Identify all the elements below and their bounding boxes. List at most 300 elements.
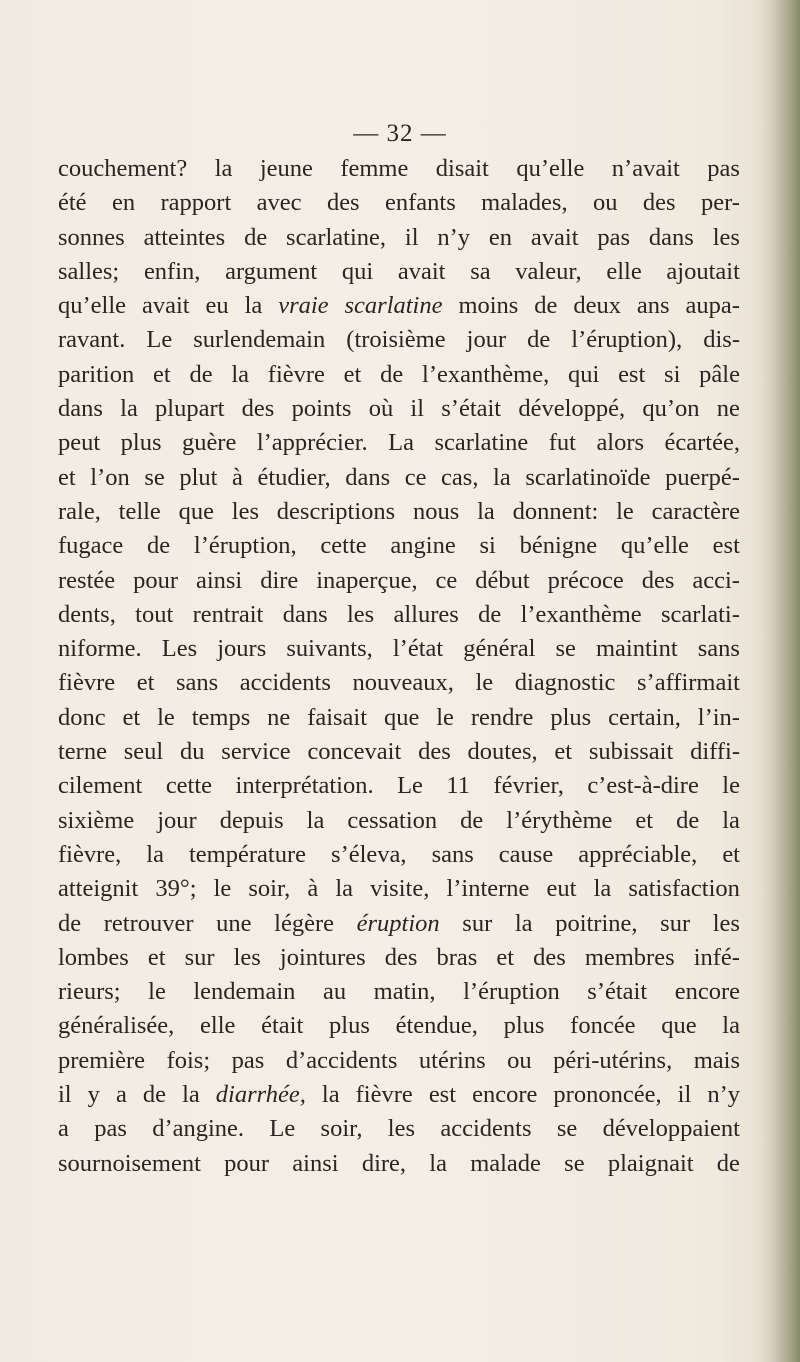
word: atteintes <box>143 223 226 251</box>
word: dans <box>282 600 328 628</box>
word: cette <box>165 772 213 800</box>
word: l’interne <box>446 875 530 903</box>
word: inaperçue, <box>316 566 418 594</box>
word: bénigne <box>519 532 598 560</box>
word: c’est-à-dire <box>587 772 699 800</box>
word: température <box>189 840 306 868</box>
word: seul <box>123 738 164 766</box>
word: utérins <box>418 1046 486 1074</box>
word: l’in- <box>697 703 740 731</box>
word: terne <box>58 738 107 766</box>
word: Le <box>146 326 173 354</box>
word: le <box>213 875 232 903</box>
text-line <box>58 186 740 220</box>
word: et <box>722 840 740 868</box>
word: pas <box>597 223 631 251</box>
word: enfin, <box>143 257 201 285</box>
word: il <box>58 1081 72 1109</box>
word: une <box>216 909 252 937</box>
word: nouveaux, <box>352 669 454 697</box>
word: plus <box>503 1012 545 1040</box>
word: dire, <box>361 1149 407 1177</box>
word: jour <box>466 326 507 354</box>
word: le <box>436 703 454 731</box>
word: fièvre <box>355 1081 413 1109</box>
word: enfants <box>385 189 456 217</box>
text-line <box>58 769 740 803</box>
word: de <box>478 600 502 628</box>
text-line <box>58 1112 740 1146</box>
word: bras <box>436 943 478 971</box>
word: cas, <box>441 463 479 491</box>
word: concevait <box>307 738 402 766</box>
word: y <box>87 1081 100 1109</box>
word: de <box>380 360 404 388</box>
word: sur <box>462 909 493 937</box>
word: Le <box>269 1115 296 1143</box>
word: rale, <box>58 497 101 525</box>
word: La <box>388 429 414 457</box>
word: surlendemain <box>193 326 326 354</box>
text-line <box>58 975 740 1009</box>
word: où <box>368 395 394 423</box>
text-line <box>58 804 740 838</box>
word: femme <box>340 155 409 182</box>
word: la <box>146 840 164 868</box>
word: cilement <box>58 772 143 800</box>
word: l’éruption <box>463 978 560 1006</box>
word: si <box>664 360 681 388</box>
text-line <box>58 1078 740 1112</box>
text-line <box>58 838 740 872</box>
word: avait <box>141 292 190 320</box>
text-line <box>58 735 740 769</box>
word: infé- <box>693 943 740 971</box>
word: rendre <box>470 703 534 731</box>
word: salles; <box>58 257 120 285</box>
word: les <box>231 497 259 525</box>
text-line <box>58 872 740 906</box>
word: rentrait <box>192 600 264 628</box>
word: descriptions <box>276 497 396 525</box>
word: couchement? <box>58 155 188 182</box>
word: avait <box>397 257 446 285</box>
word: est <box>618 360 646 388</box>
word: pâle <box>699 360 740 388</box>
word: Les <box>161 635 198 663</box>
word: 11 <box>446 772 470 800</box>
word: été <box>58 189 87 217</box>
word: plupart <box>155 395 225 423</box>
word: d’accidents <box>285 1046 398 1074</box>
word: n’avait <box>611 155 680 182</box>
word: cette <box>320 532 367 560</box>
word: scarlatine, <box>286 223 387 251</box>
word: de <box>460 806 484 834</box>
word: de <box>244 223 268 251</box>
text-line <box>58 323 740 357</box>
word: la <box>182 1081 200 1109</box>
word: fièvre <box>58 669 116 697</box>
word: écartée, <box>664 429 740 457</box>
word: la <box>306 806 325 834</box>
word: ainsi <box>195 566 243 594</box>
word: la <box>214 155 233 182</box>
word: sonnes <box>58 223 125 251</box>
word: valeur, <box>515 257 582 285</box>
text-line <box>58 564 740 598</box>
word: a <box>115 1081 127 1109</box>
word: et <box>147 943 166 971</box>
word: lombes <box>58 943 129 971</box>
word: guère <box>181 429 237 457</box>
word: atteignit <box>58 875 139 903</box>
word: deux <box>573 292 621 320</box>
word: suivants, <box>286 635 373 663</box>
word: ne <box>716 395 740 423</box>
word: fièvre <box>267 360 325 388</box>
word: sans <box>431 840 474 868</box>
word: ajoutait <box>666 257 740 285</box>
word: de <box>534 292 558 320</box>
word: à <box>307 875 319 903</box>
word: les <box>387 1115 415 1143</box>
word: l’éruption, <box>193 532 297 560</box>
italic-word: vraie <box>278 292 329 320</box>
word: certain, <box>608 703 681 731</box>
word: rapport <box>160 189 232 217</box>
word: n’y <box>707 1081 740 1109</box>
word: sixième <box>58 806 135 834</box>
word: la <box>493 463 511 491</box>
word: et <box>635 806 654 834</box>
word: et <box>58 463 76 491</box>
word: points <box>291 395 352 423</box>
word: des <box>641 566 675 594</box>
word: angine <box>390 532 456 560</box>
word: ne <box>267 703 291 731</box>
word: qui <box>567 360 600 388</box>
word: s’affirmait <box>637 669 740 697</box>
word: retrouver <box>103 909 194 937</box>
word: prononcée, <box>553 1081 662 1109</box>
text-line <box>58 1009 740 1043</box>
word: encore <box>674 978 740 1006</box>
word: foncée <box>570 1012 636 1040</box>
word: la <box>321 1081 340 1109</box>
text-line <box>58 255 740 289</box>
word: dans <box>345 463 391 491</box>
text-line <box>58 1147 740 1181</box>
word: puerpé- <box>665 463 740 491</box>
word: telle <box>118 497 161 525</box>
text-line <box>58 358 740 392</box>
word: la <box>231 360 250 388</box>
word: février, <box>493 772 564 800</box>
word: étendue, <box>395 1012 478 1040</box>
word: aupa- <box>685 292 740 320</box>
word: (troisième <box>346 326 446 354</box>
word: développé, <box>518 395 626 423</box>
italic-word: diarrhée, <box>215 1081 306 1109</box>
word: doutes, <box>467 738 538 766</box>
word: peut <box>58 429 101 457</box>
word: malades, <box>481 189 568 217</box>
word: dans <box>648 223 694 251</box>
word: de <box>142 1081 167 1109</box>
word: avec <box>256 189 302 217</box>
word: des <box>418 738 451 766</box>
word: des <box>241 395 275 423</box>
word: appréciable, <box>578 840 698 868</box>
word: la <box>593 875 612 903</box>
word: fièvre, <box>58 840 122 868</box>
word: des <box>384 943 418 971</box>
word: malade <box>470 1149 541 1177</box>
word: satisfaction <box>628 875 740 903</box>
word: début <box>475 566 530 594</box>
word: et <box>122 703 141 731</box>
word: en <box>488 223 513 251</box>
word: était <box>261 1012 304 1040</box>
word: se <box>144 463 165 491</box>
word: des <box>533 943 566 971</box>
word: le <box>722 772 740 800</box>
word: ce <box>435 566 458 594</box>
word: du <box>180 738 205 766</box>
word: ainsi <box>292 1149 339 1177</box>
word: se <box>564 1149 585 1177</box>
word: pas <box>94 1115 127 1143</box>
word: caractère <box>651 497 740 525</box>
word: de <box>716 1149 740 1177</box>
word: l’état <box>392 635 444 663</box>
text-line <box>58 941 740 975</box>
word: service <box>221 738 291 766</box>
word: elle <box>606 257 642 285</box>
word: développaient <box>602 1115 740 1143</box>
word: les <box>712 223 740 251</box>
word: de <box>527 326 551 354</box>
word: le <box>475 669 494 697</box>
word: s’était <box>441 395 502 423</box>
word: en <box>111 189 136 217</box>
word: moins <box>458 292 519 320</box>
word: sans <box>697 635 740 663</box>
word: la <box>477 497 495 525</box>
word: sur <box>184 943 215 971</box>
text-line <box>58 426 740 460</box>
word: pour <box>224 1149 270 1177</box>
word: Le <box>397 772 423 800</box>
word: pas <box>707 155 740 182</box>
word: visite, <box>370 875 430 903</box>
word: au <box>322 978 347 1006</box>
word: plus <box>329 1012 370 1040</box>
word: cessation <box>347 806 438 834</box>
word: soir, <box>248 875 291 903</box>
word: et <box>152 360 171 388</box>
word: l’exanthème, <box>422 360 550 388</box>
word: jointures <box>279 943 366 971</box>
word: avait <box>530 223 579 251</box>
word: l’éruption), <box>571 326 683 354</box>
word: l’érythème <box>506 806 613 834</box>
word: restée <box>58 566 116 594</box>
word: disait <box>435 155 489 182</box>
word: ravant. <box>58 326 126 354</box>
word: dents, <box>58 600 116 628</box>
word: se <box>555 635 576 663</box>
word: qu’on <box>642 395 700 423</box>
word: diffi- <box>690 738 740 766</box>
word: de <box>58 909 82 937</box>
text-line <box>58 461 740 495</box>
word: première <box>58 1046 146 1074</box>
word: les <box>346 600 375 628</box>
word: matin, <box>373 978 436 1006</box>
word: est <box>712 532 740 560</box>
word: fugace <box>58 532 124 560</box>
word: scarlatinoïde <box>525 463 651 491</box>
word: jour <box>157 806 197 834</box>
word: scarlatine <box>434 429 529 457</box>
word: accidents <box>239 669 331 697</box>
word: le <box>148 978 166 1006</box>
word: ce <box>404 463 427 491</box>
text-line <box>58 598 740 632</box>
body-text <box>58 152 740 1181</box>
word: plus <box>550 703 592 731</box>
word: donnent: <box>512 497 599 525</box>
word: accidents <box>440 1115 532 1143</box>
word: légère <box>274 909 335 937</box>
word: qu’elle <box>58 292 127 320</box>
text-line <box>58 495 740 529</box>
word: interprétation. <box>235 772 374 800</box>
word: que <box>178 497 214 525</box>
word: poitrine, <box>555 909 638 937</box>
italic-word: scarlatine <box>344 292 443 320</box>
word: plut <box>179 463 218 491</box>
text-line <box>58 666 740 700</box>
word: et <box>554 738 573 766</box>
word: cause <box>498 840 554 868</box>
word: le <box>157 703 175 731</box>
word: et <box>343 360 362 388</box>
word: jeune <box>259 155 313 182</box>
word: la <box>429 1149 447 1177</box>
word: il <box>404 223 419 251</box>
text-line <box>58 152 740 186</box>
word: dans <box>58 395 103 423</box>
word: jours <box>217 635 267 663</box>
word: si <box>479 532 496 560</box>
word: a <box>58 1115 69 1143</box>
word: maintint <box>596 635 678 663</box>
word: 39°; <box>155 875 197 903</box>
word: péri-utérins, <box>553 1046 673 1074</box>
word: l’apprécier. <box>256 429 368 457</box>
word: d’angine. <box>152 1115 245 1143</box>
word: donc <box>58 703 106 731</box>
word: la <box>722 1012 740 1040</box>
word: diagnostic <box>514 669 616 697</box>
word: il <box>677 1081 692 1109</box>
word: s’était <box>587 978 648 1006</box>
word: s’éleva, <box>331 840 407 868</box>
word: argument <box>225 257 318 285</box>
text-line <box>58 529 740 563</box>
word: alors <box>596 429 645 457</box>
word: la <box>335 875 354 903</box>
text-line <box>58 1044 740 1078</box>
word: sournoisement <box>58 1149 201 1177</box>
word: et <box>136 669 155 697</box>
word: sans <box>175 669 219 697</box>
word: fut <box>548 429 576 457</box>
word: encore <box>472 1081 538 1109</box>
word: étudier, <box>257 463 331 491</box>
italic-word: éruption <box>356 909 440 937</box>
word: ou <box>592 189 618 217</box>
word: et <box>496 943 515 971</box>
word: généralisée, <box>58 1012 175 1040</box>
word: mais <box>693 1046 740 1074</box>
word: précoce <box>547 566 624 594</box>
word: de <box>189 360 213 388</box>
word: dire <box>260 566 299 594</box>
text-line <box>58 632 740 666</box>
word: lendemain <box>193 978 296 1006</box>
page-number: — 32 — <box>353 120 447 147</box>
word: qu’elle <box>620 532 689 560</box>
word: nous <box>413 497 460 525</box>
word: niforme. <box>58 635 142 663</box>
word: les <box>712 909 740 937</box>
word: ans <box>636 292 670 320</box>
word: sa <box>470 257 491 285</box>
word: que <box>661 1012 697 1040</box>
word: est <box>428 1081 457 1109</box>
word: elle <box>200 1012 236 1040</box>
word: n’y <box>437 223 471 251</box>
text-line <box>58 289 740 323</box>
word: plus <box>120 429 162 457</box>
word: dis- <box>703 326 740 354</box>
word: parition <box>58 360 135 388</box>
word: soir, <box>320 1115 363 1143</box>
word: fois; <box>166 1046 211 1074</box>
word: la <box>722 806 740 834</box>
word: eu <box>205 292 229 320</box>
word: acci- <box>692 566 740 594</box>
page-edge-shadow <box>758 0 800 1362</box>
word: de <box>676 806 700 834</box>
word: rieurs; <box>58 978 121 1006</box>
word: ou <box>507 1046 532 1074</box>
word: eut <box>546 875 577 903</box>
word: l’on <box>90 463 130 491</box>
word: scarlati- <box>661 600 740 628</box>
word: la <box>244 292 263 320</box>
word: qui <box>341 257 374 285</box>
word: sur <box>660 909 691 937</box>
word: pour <box>133 566 178 594</box>
word: per- <box>700 189 740 217</box>
text-line <box>58 221 740 255</box>
word: pas <box>231 1046 265 1074</box>
